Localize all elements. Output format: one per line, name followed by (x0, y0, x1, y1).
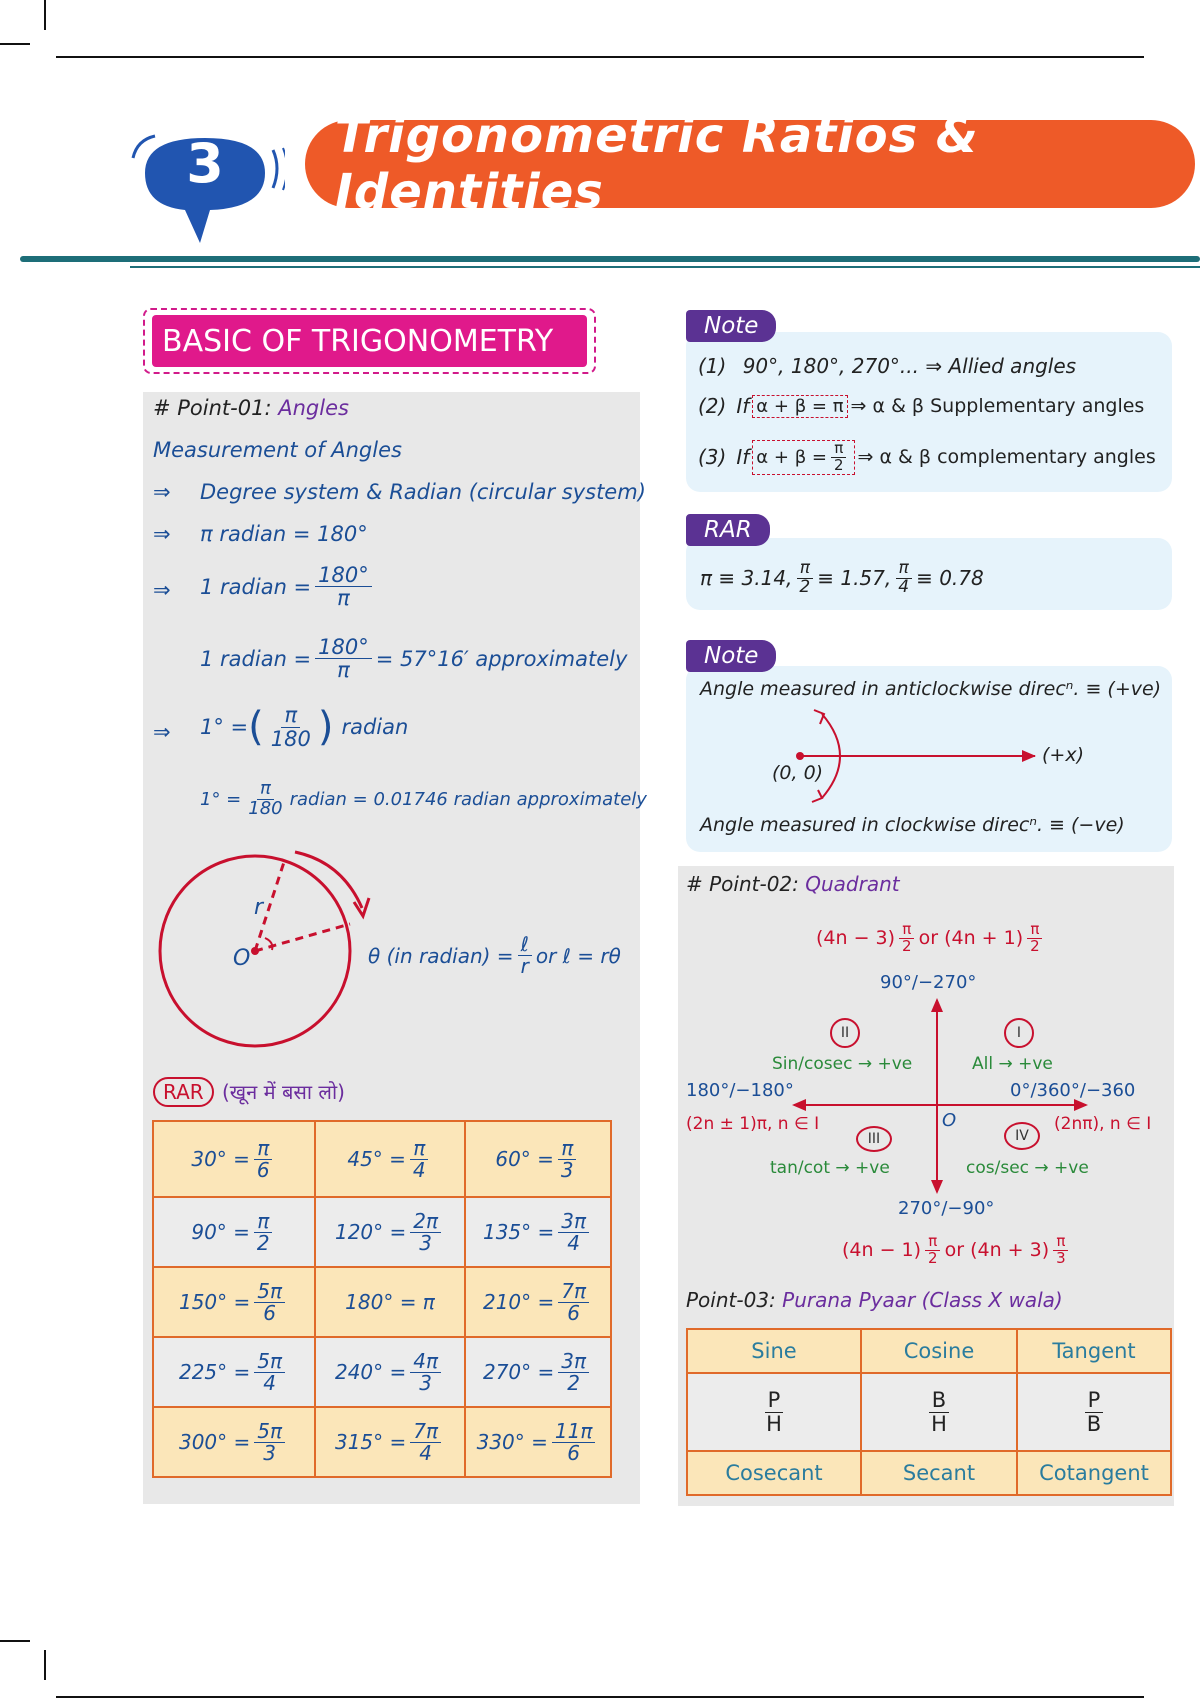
one-degree-fraction (268, 704, 314, 749)
point1-heading (153, 396, 349, 420)
quadrant-iii-text: tan/cot → +ve (770, 1158, 890, 1178)
frac-num: 5π (254, 1281, 285, 1303)
frac-num: π (257, 780, 274, 800)
frac-num: 4π (410, 1351, 441, 1373)
quad-origin: O (942, 1110, 957, 1131)
angle-degree: 150° = (178, 1290, 251, 1314)
frac-den: 2 (833, 455, 844, 474)
theta-left: θ (in radian) = (368, 943, 514, 968)
angle-degree: 240° = (334, 1360, 407, 1384)
frac-den: 2 (256, 1230, 270, 1255)
rar-frac2 (895, 560, 912, 597)
arrow-1: ⇒ (153, 480, 171, 504)
one-radian-approx-left: 1 radian = (200, 646, 312, 671)
point3-title: Purana Pyaar (Class X wala) (782, 1288, 1063, 1312)
quad-bottom-angle: 270°/−90° (898, 1198, 995, 1219)
note1-tag: Note (686, 310, 776, 342)
angle-degree: 210° = (482, 1290, 555, 1314)
point3-heading (686, 1288, 1063, 1312)
point1-title: Angles (278, 396, 349, 420)
frac-num: π (410, 1138, 428, 1160)
direction-xaxis: (+x) (1042, 744, 1084, 766)
rar-hindi-note: (खून में बसा लो) (222, 1080, 345, 1104)
quad-left-formula: (2n ± 1)π, n ∈ I (686, 1114, 820, 1134)
angle-cell (315, 1337, 465, 1407)
angle-radian-fraction (552, 1418, 596, 1465)
frac-den: 180 (270, 726, 311, 751)
one-degree-line: 1° = ( $\frac{\pi}{180}$ ) radian (200, 703, 409, 751)
rar-frac1 (796, 560, 813, 597)
quad-left-angle: 180°/−180° (686, 1080, 794, 1101)
angle-radian-fraction (410, 1348, 441, 1395)
angle-radian-fraction (558, 1135, 577, 1182)
quadrant-i-text: All → +ve (972, 1054, 1053, 1074)
ratio-tangent (1017, 1373, 1171, 1451)
crop-mark-bottom-v (44, 1650, 46, 1680)
frac-num: 11π (552, 1421, 596, 1443)
point2-title: Quadrant (805, 872, 900, 896)
angle-radian-fraction (254, 1208, 273, 1255)
point2-label: # Point-02: (686, 872, 799, 896)
angle-degree: 180° = π (345, 1290, 435, 1314)
quad-bottom-formula (842, 1234, 1073, 1267)
frac-num: π (797, 560, 813, 579)
note1-item3-fraction (831, 441, 847, 474)
angle-degree: 330° = (476, 1430, 548, 1454)
frac-den: 2 (928, 1248, 938, 1267)
header-rule-thin (130, 266, 1200, 268)
quad-top-frac2 (1027, 922, 1043, 955)
frac-num: π (831, 441, 846, 458)
frac-num: π (899, 922, 914, 939)
note2-tag: Note (686, 640, 776, 672)
angle-degree: 315° = (334, 1430, 407, 1454)
frac-num: 3π (558, 1351, 589, 1373)
note1-item3-num: (3) (698, 445, 727, 470)
note1-item2-num: (2) (698, 394, 727, 418)
quad-top-a: (4n − 3) (816, 927, 896, 950)
note1-item1 (698, 354, 1076, 378)
angle-radian-fraction (410, 1208, 441, 1255)
one-degree-approx-line (200, 780, 647, 819)
angle-radian-fraction (254, 1418, 285, 1465)
crop-mark-top-h (0, 43, 30, 45)
angle-cell (153, 1267, 315, 1337)
quad-top-formula (816, 922, 1047, 955)
direction-diagram (790, 706, 1050, 806)
frac-den: B (1086, 1411, 1102, 1436)
arrow-4: ⇒ (153, 720, 171, 744)
frac-num: 2π (410, 1211, 441, 1233)
chapter-title: Trigonometric Ratios & Identities (305, 120, 1195, 208)
one-degree-approx-right: radian = 0.01746 radian approximately (289, 788, 647, 810)
angle-table-row (153, 1197, 611, 1267)
quadrant-i-badge: I (1004, 1018, 1034, 1048)
rar-badge: RAR (153, 1077, 214, 1107)
frac-num: 3π (558, 1211, 589, 1233)
angle-degree: 45° = (347, 1147, 406, 1171)
frac-num: π (896, 560, 912, 579)
angle-cell (465, 1197, 611, 1267)
ratio-footer-cotangent: Cotangent (1017, 1451, 1171, 1495)
frac-den: π (337, 586, 350, 611)
quadrant-ii-text: Sin/cosec → +ve (772, 1054, 913, 1074)
angle-cell (153, 1337, 315, 1407)
angle-degree: 30° = (191, 1147, 250, 1171)
frac-den: 2 (1030, 936, 1040, 955)
quad-bottom-frac1 (925, 1234, 941, 1267)
note1-item3-box-left: α + β = (756, 446, 827, 468)
ratio-header-cosine: Cosine (861, 1329, 1017, 1373)
frac-num: π (558, 1138, 576, 1160)
rar-frac1-val: ≡ 1.57, (817, 566, 892, 591)
frac-den: 3 (560, 1157, 574, 1182)
circle-origin-label: O (233, 946, 251, 971)
quadrant-ii-badge: II (830, 1018, 860, 1048)
rar-values (700, 560, 984, 597)
frac-den: 3 (263, 1440, 277, 1465)
angle-degree: 225° = (178, 1360, 251, 1384)
frac-num: 180° (315, 636, 372, 659)
radian-circle-diagram (150, 846, 380, 1056)
frac-num: 7π (558, 1281, 589, 1303)
frac-num: π (281, 704, 300, 727)
frac-den: π (337, 658, 350, 683)
one-degree-approx-fraction (245, 780, 285, 819)
note2-bottom: Angle measured in clockwise direcⁿ. ≡ (−ve) (700, 814, 1125, 836)
quadrant-iv-badge: IV (1004, 1122, 1040, 1150)
angle-cell (153, 1121, 315, 1197)
direction-origin: (0, 0) (772, 762, 824, 784)
one-degree-approx-left: 1° = (200, 788, 242, 810)
one-radian-left: 1 radian = (200, 574, 312, 599)
note1-item2-if: If (736, 394, 750, 418)
header-rule (20, 256, 1200, 262)
degree-radian-line: Degree system & Radian (circular system) (200, 480, 646, 504)
rar-tag: RAR (686, 514, 770, 546)
theta-fraction (518, 934, 532, 977)
angle-cell (465, 1121, 611, 1197)
circle-radius-label: r (254, 895, 264, 920)
angle-cell (153, 1197, 315, 1267)
one-radian-line (200, 564, 376, 609)
quad-top-angle: 90°/−270° (880, 972, 977, 993)
angle-cell (153, 1407, 315, 1477)
frac-den: 3 (419, 1230, 433, 1255)
angle-radian-fraction (410, 1135, 429, 1182)
frac-num: π (254, 1211, 272, 1233)
frac-num: 180° (315, 564, 372, 587)
ratio-sine (687, 1373, 861, 1451)
angle-table-row (153, 1121, 611, 1197)
one-radian-approx-right: = 57°16′ approximately (375, 646, 628, 671)
angle-radian-fraction (558, 1348, 589, 1395)
frac-den: 4 (567, 1230, 581, 1255)
frac-den: 6 (263, 1300, 277, 1325)
frac-den: 6 (256, 1157, 270, 1182)
frac-den: 4 (412, 1157, 426, 1182)
theta-formula (368, 934, 621, 977)
quad-bottom-a: (4n − 1) (842, 1239, 922, 1262)
frac-den: r (520, 954, 529, 978)
angle-radian-fraction (410, 1418, 441, 1465)
measurement-heading: Measurement of Angles (153, 438, 402, 462)
note1-item3-if: If (736, 445, 750, 470)
note1-item2-box: α + β = π (752, 395, 847, 418)
point3-label: Point-03: (686, 1288, 776, 1312)
frac-num: π (925, 1234, 940, 1251)
frac-den: 3 (419, 1370, 433, 1395)
frac-den: 2 (799, 576, 811, 597)
angle-radian-fraction (254, 1278, 285, 1325)
angle-radian-fraction (254, 1135, 273, 1182)
angle-cell (465, 1337, 611, 1407)
angle-cell (315, 1407, 465, 1477)
top-rule (56, 56, 1144, 58)
point1-label: # Point-01: (153, 396, 272, 420)
note2-top: Angle measured in anticlockwise direcⁿ. ≡ (+ve) (700, 678, 1162, 700)
one-radian-approx-line (200, 636, 627, 681)
one-degree-left: 1° = (200, 715, 249, 739)
ratio-footer-cosecant: Cosecant (687, 1451, 861, 1495)
theta-right: or ℓ = rθ (535, 943, 621, 968)
note1-item3 (698, 440, 1156, 475)
quad-right-formula: (2nπ), n ∈ I (1054, 1114, 1152, 1134)
frac-num: P (1085, 1389, 1104, 1412)
chapter-number: 3 (186, 132, 224, 195)
angle-cell (465, 1267, 611, 1337)
one-radian-approx-fraction (315, 636, 372, 681)
quad-bottom-frac2 (1053, 1234, 1069, 1267)
point2-heading (686, 872, 900, 896)
frac-den: 6 (567, 1300, 581, 1325)
frac-num: 7π (410, 1421, 441, 1443)
angle-radian-fraction (558, 1278, 589, 1325)
quadrant-iii-badge: III (856, 1126, 892, 1152)
crop-mark-top-v (44, 0, 46, 30)
note1-item1-text: 90°, 180°, 270°... ⇒ Allied angles (742, 354, 1077, 378)
quad-top-b: or (4n + 1) (918, 927, 1024, 950)
frac-num: π (1053, 1234, 1068, 1251)
frac-den: 2 (567, 1370, 581, 1395)
angle-cell (465, 1407, 611, 1477)
angle-radian-fraction (558, 1208, 589, 1255)
frac-den: H (766, 1411, 782, 1436)
angle-radian-table (152, 1120, 612, 1478)
quad-bottom-b: or (4n + 3) (944, 1239, 1050, 1262)
note1-item3-box (752, 440, 854, 475)
basic-banner: BASIC OF TRIGONOMETRY (152, 315, 587, 367)
quadrant-iv-text: cos/sec → +ve (966, 1158, 1089, 1178)
frac-den: 180 (248, 797, 283, 819)
frac-num: 5π (254, 1421, 285, 1443)
frac-num: π (1027, 922, 1042, 939)
pi-radian-line: π radian = 180° (200, 522, 368, 546)
rar-pi: π ≡ 3.14, (700, 566, 793, 591)
frac-num: ℓ (518, 934, 532, 956)
angle-degree: 60° = (495, 1147, 554, 1171)
ratio-header-sine: Sine (687, 1329, 861, 1373)
frac-den: 4 (263, 1370, 277, 1395)
arrow-3: ⇒ (153, 578, 171, 602)
note1-item1-num: (1) (698, 354, 727, 378)
arrow-2: ⇒ (153, 522, 171, 546)
ratio-footer-secant: Secant (861, 1451, 1017, 1495)
angle-degree: 270° = (482, 1360, 555, 1384)
angle-cell (315, 1267, 465, 1337)
angle-degree: 90° = (191, 1220, 250, 1244)
crop-mark-bottom-h (0, 1640, 30, 1642)
angle-table-row (153, 1407, 611, 1477)
angle-degree: 120° = (334, 1220, 407, 1244)
ratio-header-tangent: Tangent (1017, 1329, 1171, 1373)
frac-num: P (765, 1389, 784, 1412)
note1-item3-text: ⇒ α & β complementary angles (857, 446, 1156, 469)
frac-num: π (254, 1138, 272, 1160)
frac-den: 4 (419, 1440, 433, 1465)
ratio-cosine (861, 1373, 1017, 1451)
angle-table-row (153, 1337, 611, 1407)
frac-den: 6 (567, 1440, 580, 1465)
frac-den: H (931, 1411, 947, 1436)
frac-num: 5π (254, 1351, 285, 1373)
angle-cell (315, 1197, 465, 1267)
rar-frac2-val: ≡ 0.78 (916, 566, 984, 591)
angle-degree: 135° = (482, 1220, 555, 1244)
note1-item2 (698, 394, 1144, 418)
frac-den: 2 (902, 936, 912, 955)
angle-cell (315, 1121, 465, 1197)
quad-top-frac1 (899, 922, 915, 955)
frac-den: 4 (898, 576, 910, 597)
angle-radian-fraction (254, 1348, 285, 1395)
one-radian-fraction (315, 564, 372, 609)
trig-ratio-table (686, 1328, 1172, 1496)
angle-degree: 300° = (178, 1430, 251, 1454)
frac-num: B (929, 1389, 949, 1412)
note1-item2-text: ⇒ α & β Supplementary angles (850, 395, 1145, 417)
angle-table-row (153, 1267, 611, 1337)
frac-den: 3 (1056, 1248, 1066, 1267)
one-degree-right: radian (341, 715, 409, 739)
bottom-rule (56, 1696, 1144, 1698)
quad-right-angle: 0°/360°/−360 (1010, 1080, 1136, 1101)
